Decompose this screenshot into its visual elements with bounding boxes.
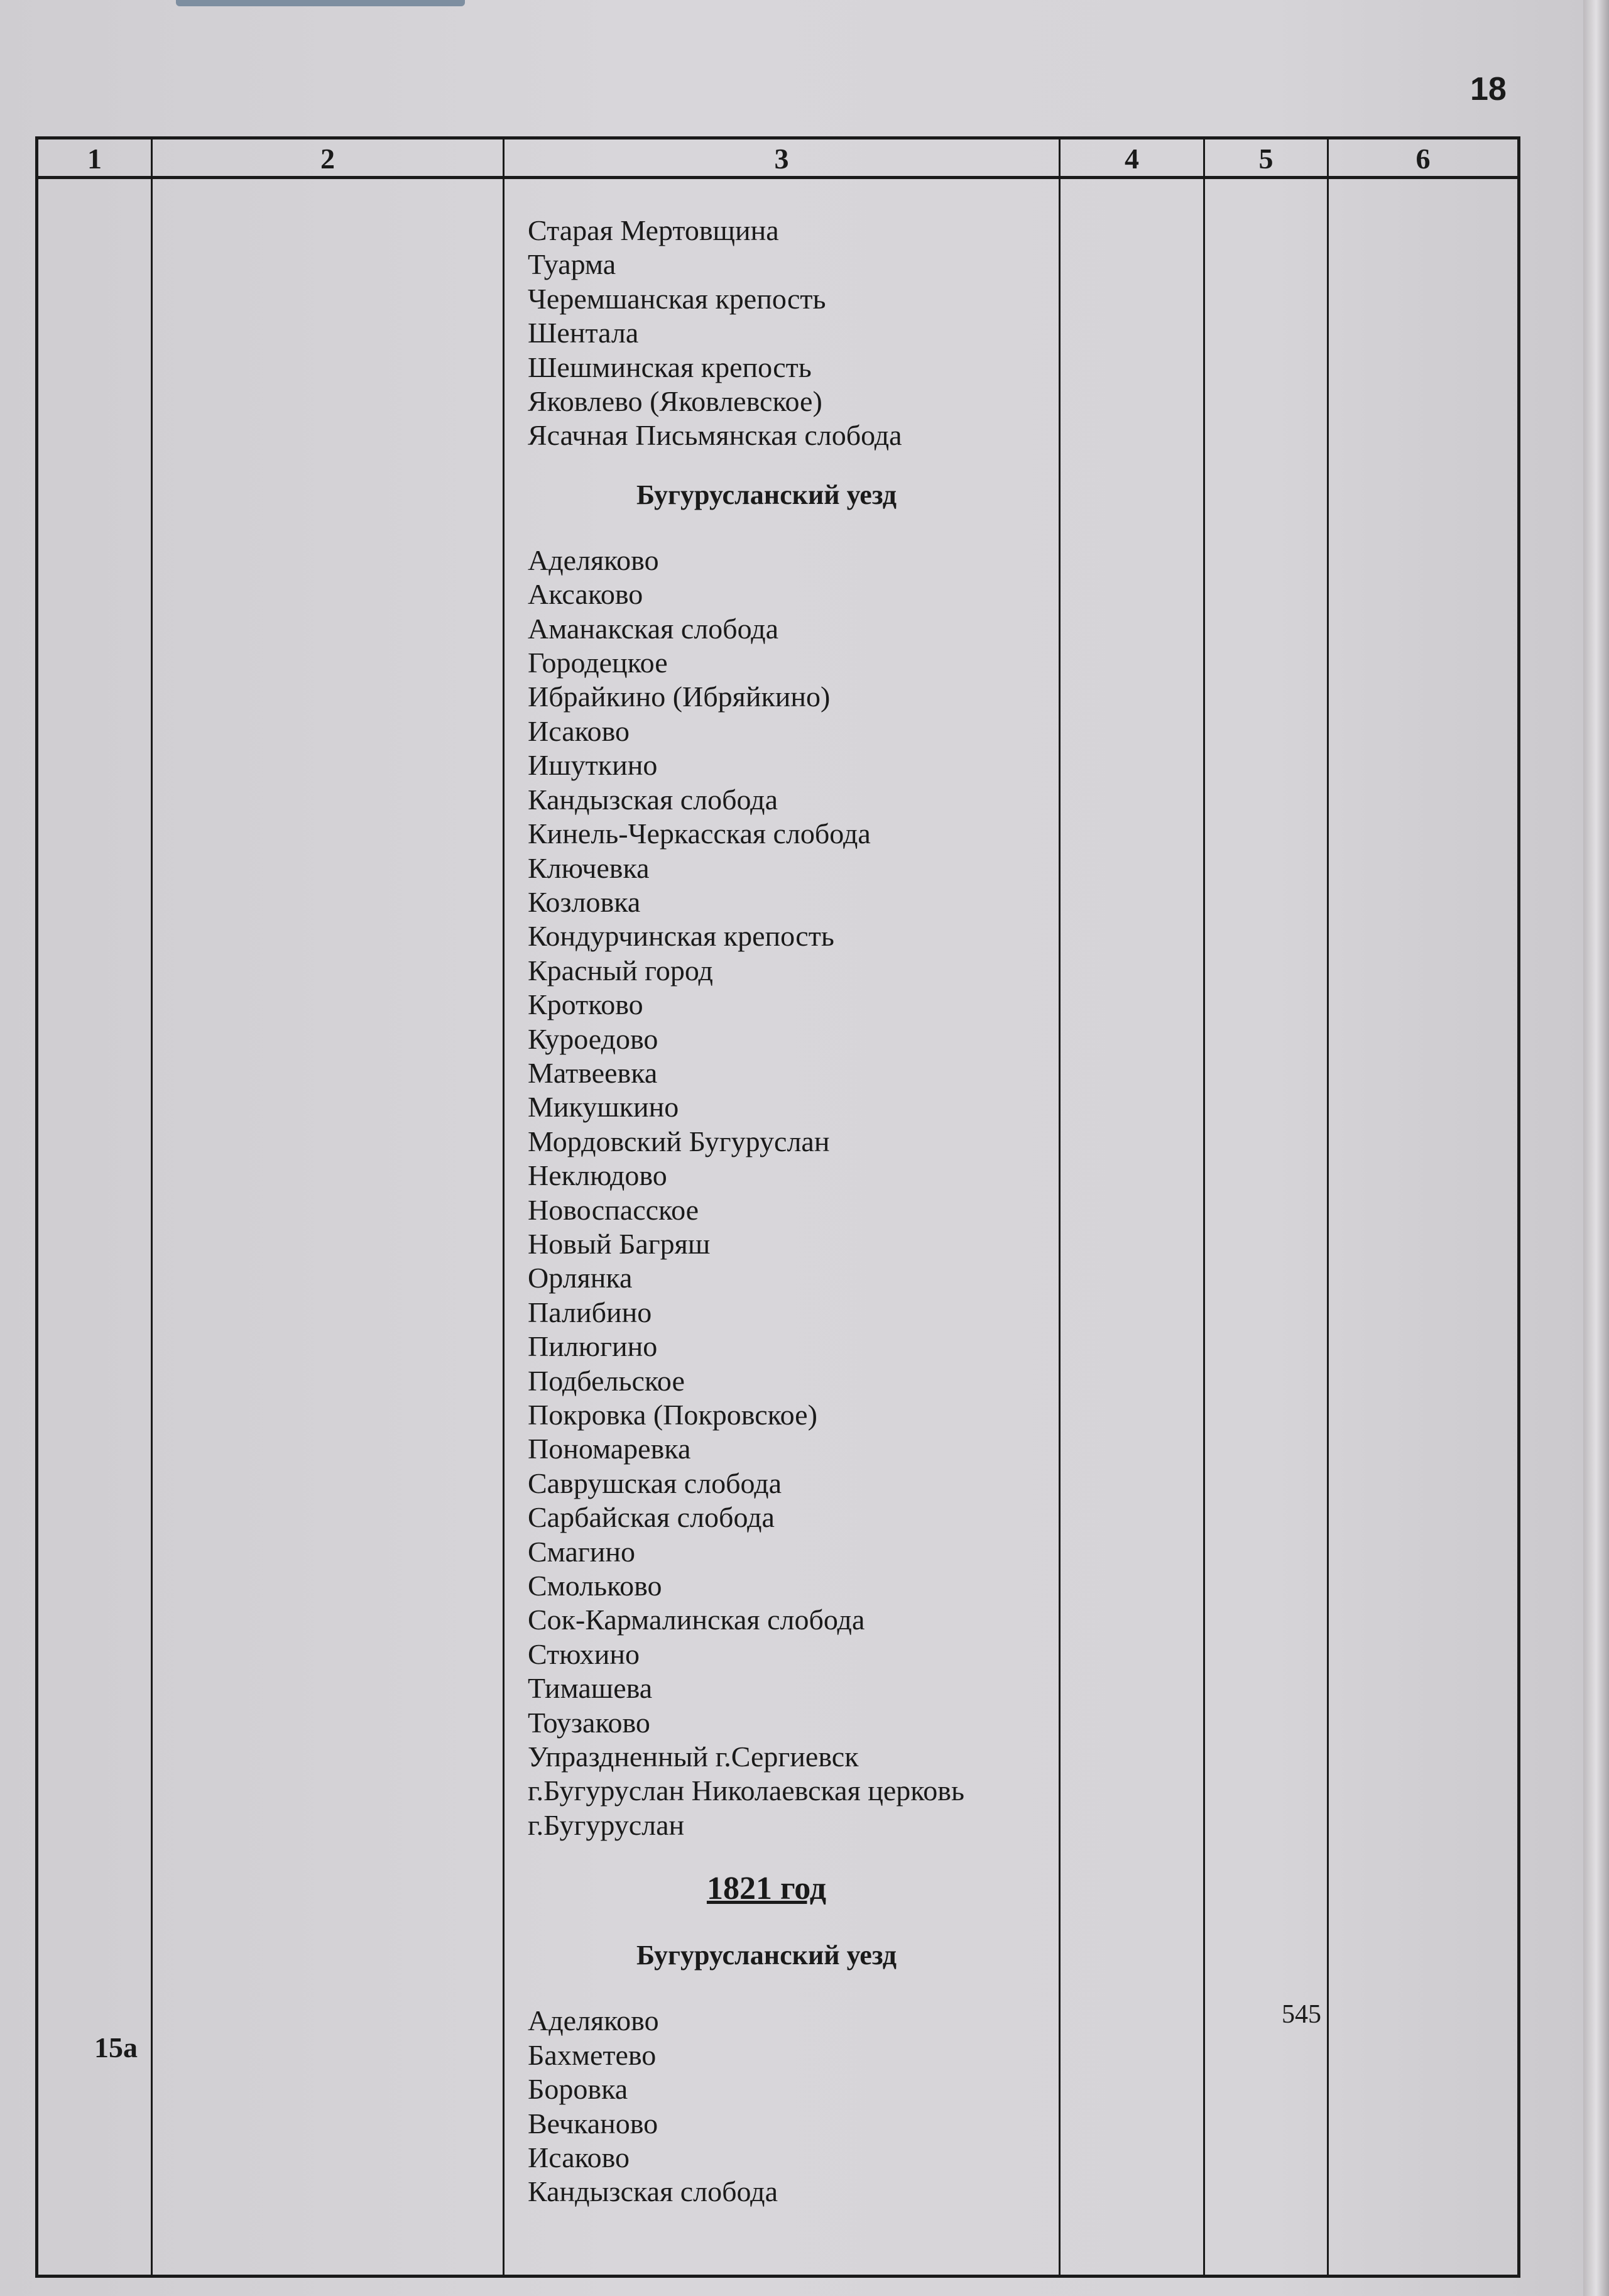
settlement-item: Вечканово <box>528 2107 658 2140</box>
settlement-item: Смольково <box>528 1570 662 1602</box>
year-heading: 1821 год <box>706 1871 827 1907</box>
settlement-item: Кротково <box>528 988 643 1021</box>
settlement-item: Неклюдово <box>528 1159 667 1192</box>
settlement-item: Ясачная Письмянская слобода <box>528 419 902 452</box>
page-edge <box>1583 0 1609 2296</box>
settlement-item: Бахметево <box>528 2038 657 2071</box>
settlement-item: Тоузаково <box>528 1706 650 1739</box>
header-divider <box>35 176 1520 179</box>
settlement-item: Орлянка <box>528 1262 633 1294</box>
settlement-item: Исаково <box>528 2141 630 2173</box>
column-header-6: 6 <box>1415 142 1431 175</box>
settlement-item: Тимашева <box>528 1672 653 1705</box>
settlement-item: Аманакская слобода <box>528 612 779 645</box>
settlement-item: Куроедово <box>528 1022 658 1055</box>
settlement-item: Кондурчинская крепость <box>528 920 834 953</box>
settlement-item: Черемшанская крепость <box>528 282 826 315</box>
settlement-item: Исаково <box>528 714 630 747</box>
column-header-2: 2 <box>320 142 335 175</box>
column-header-1: 1 <box>87 142 102 175</box>
settlement-item: Шентала <box>528 317 639 349</box>
row-id: 15а <box>94 2031 138 2064</box>
settlement-item: Палибино <box>528 1296 652 1328</box>
column-header-5: 5 <box>1258 142 1274 175</box>
settlement-item: Аделяково <box>528 544 659 576</box>
settlement-item: Матвеевка <box>528 1056 658 1089</box>
list-group-c <box>528 2004 1081 2209</box>
settlement-item: Сарбайская слобода <box>528 1501 775 1534</box>
settlement-item: Яковлево (Яковлевское) <box>528 385 822 418</box>
settlement-item: Пилюгино <box>528 1330 658 1363</box>
list-group-a <box>528 214 1081 453</box>
settlement-item: Микушкино <box>528 1091 679 1123</box>
column-divider <box>503 136 505 2278</box>
settlement-item: Ишуткино <box>528 749 658 782</box>
column-divider <box>1327 136 1329 2278</box>
settlement-list <box>528 214 1081 2209</box>
section-title-buguruslan-1821: Бугурусланский уезд <box>636 1940 897 1971</box>
settlement-item: Новоспасское <box>528 1193 699 1226</box>
settlement-item: Ибрайкино (Ибряйкино) <box>528 681 831 713</box>
settlement-item: Смагино <box>528 1535 635 1568</box>
settlement-item: Аделяково <box>528 2004 659 2037</box>
settlement-item: Пономаревка <box>528 1433 691 1465</box>
settlement-item: Подбельское <box>528 1364 685 1397</box>
settlement-item: Туарма <box>528 248 616 281</box>
settlement-item: Кинель-Черкасская слобода <box>528 817 871 850</box>
section-title-buguruslan: Бугурусланский уезд <box>636 479 897 510</box>
settlement-item: Аксаково <box>528 578 643 611</box>
column-divider <box>1203 136 1205 2278</box>
column-header-4: 4 <box>1125 142 1139 175</box>
settlement-item: Ключевка <box>528 851 650 884</box>
settlement-item: Городецкое <box>528 647 668 679</box>
settlement-item: Красный город <box>528 954 713 987</box>
column-divider <box>151 136 153 2278</box>
settlement-item: г.Бугуруслан <box>528 1808 685 1841</box>
settlement-item: Кандызская слобода <box>528 783 778 816</box>
binder-tab <box>176 0 465 6</box>
settlement-item: Старая Мертовщина <box>528 214 779 246</box>
settlement-item: Новый Багряш <box>528 1227 711 1260</box>
settlement-item: Упраздненный г.Сергиевск <box>528 1741 859 1773</box>
settlement-item: Саврушская слобода <box>528 1467 782 1499</box>
settlement-item: Стюхино <box>528 1637 640 1670</box>
settlement-item: Кандызская слобода <box>528 2175 778 2208</box>
settlement-item: Шешминская крепость <box>528 351 812 383</box>
column-header-3: 3 <box>774 142 789 175</box>
settlement-item: Боровка <box>528 2073 628 2106</box>
settlement-item: Мордовский Бугуруслан <box>528 1125 830 1157</box>
settlement-item: г.Бугуруслан Николаевская церковь <box>528 1774 964 1807</box>
settlement-item: Сок-Кармалинская слобода <box>528 1604 865 1636</box>
page-number: 18 <box>1470 71 1507 107</box>
settlement-item: Козловка <box>528 885 641 918</box>
settlement-item: Покровка (Покровское) <box>528 1399 817 1431</box>
row-count: 545 <box>1282 2000 1321 2029</box>
list-group-b <box>528 544 1081 1842</box>
